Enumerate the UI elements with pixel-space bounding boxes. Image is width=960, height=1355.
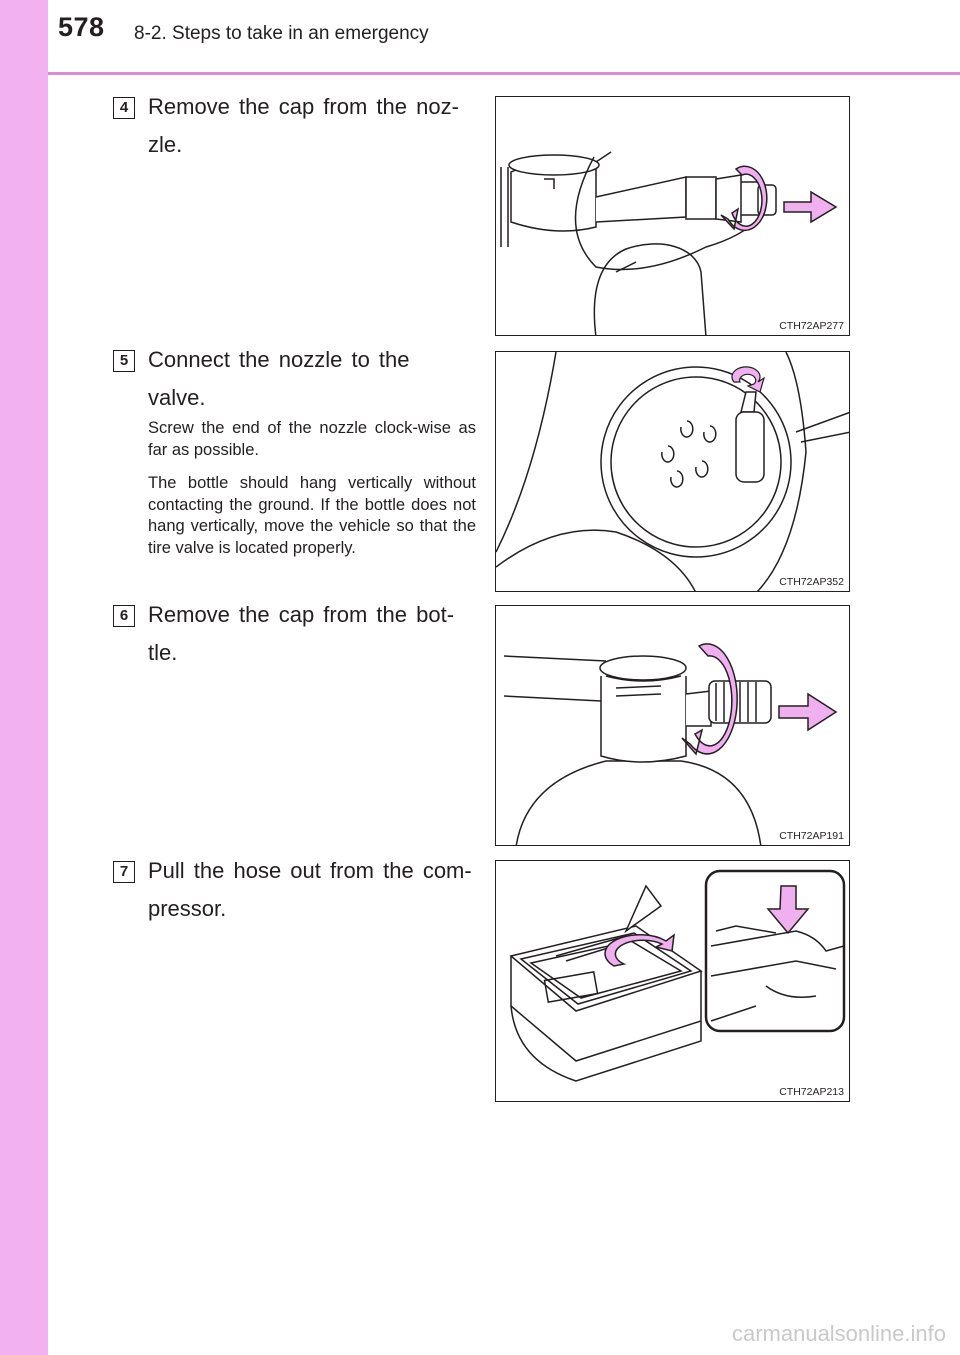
step-title-line: Pull the hose out from the com- xyxy=(148,858,472,883)
figure-pull-hose xyxy=(495,860,850,1102)
figure-remove-nozzle-cap xyxy=(495,96,850,336)
figure-code: CTH72AP277 xyxy=(779,320,844,332)
step-title-line: Connect the nozzle to the xyxy=(148,347,410,372)
header-divider xyxy=(48,72,960,75)
figure-connect-nozzle xyxy=(495,351,850,592)
step-title-line: pressor. xyxy=(148,896,227,921)
step-title xyxy=(148,88,476,164)
watermark-text: carmanualsonline.info xyxy=(731,1321,946,1346)
sidebar-tab xyxy=(0,0,48,1355)
step-title xyxy=(148,596,476,672)
figure-code: CTH72AP352 xyxy=(779,576,844,588)
figure-code: CTH72AP213 xyxy=(779,1086,844,1098)
step-title xyxy=(148,852,476,928)
instruction-paragraph: The bottle should hang vertically without contacting the ground. If the bottle does not hang vertically, move the vehicle so that the tire valve is located properly. xyxy=(148,474,476,557)
step-title-line: Remove the cap from the bot- xyxy=(148,602,455,627)
figure-remove-bottle-cap xyxy=(495,605,850,846)
step-number-badge: 6 xyxy=(113,605,135,627)
step-number-badge: 5 xyxy=(113,350,135,372)
step-instructions xyxy=(148,418,476,571)
step-title xyxy=(148,341,476,417)
instruction-paragraph: Screw the end of the nozzle clock-wise as far as possible. xyxy=(148,419,476,459)
step-number-badge: 7 xyxy=(113,861,135,883)
page-number: 578 xyxy=(58,12,105,42)
figure-code: CTH72AP191 xyxy=(779,830,844,842)
step-title-line: valve. xyxy=(148,385,206,410)
step-title-line: tle. xyxy=(148,640,178,665)
step-title-line: zle. xyxy=(148,132,183,157)
step-title-line: Remove the cap from the noz- xyxy=(148,94,459,119)
step-number-badge: 4 xyxy=(113,97,135,119)
section-title: 8-2. Steps to take in an emergency xyxy=(134,23,429,44)
